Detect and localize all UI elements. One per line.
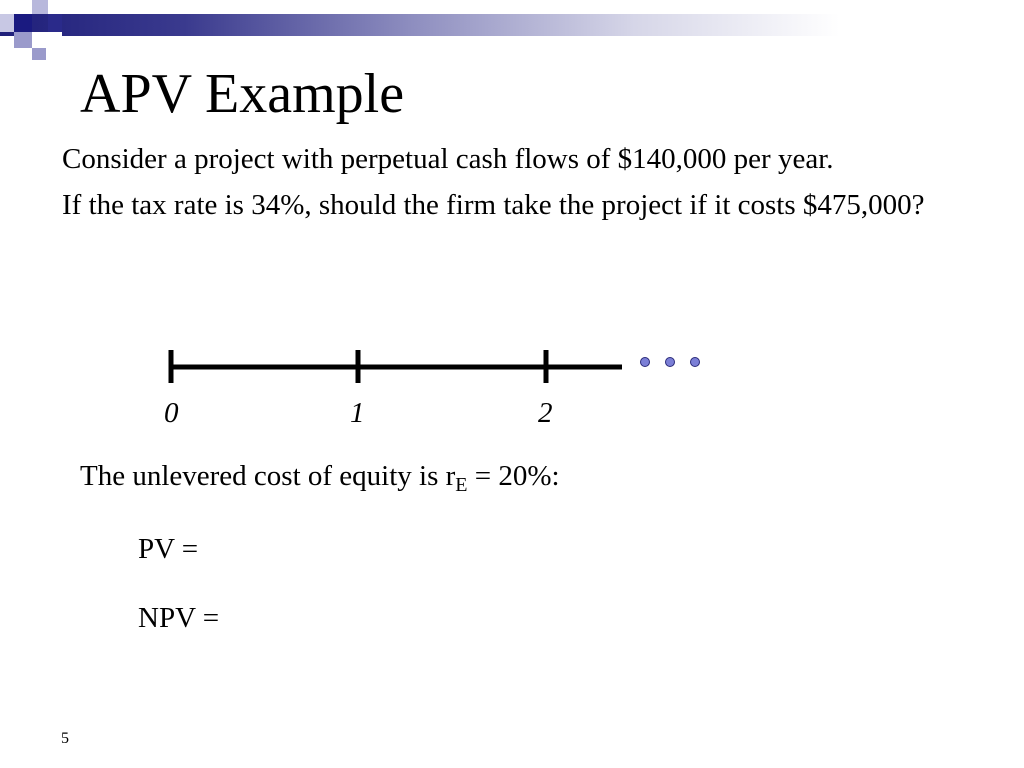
cost-of-equity-value: = 20%: (467, 460, 560, 492)
timeline-label-1: 1 (350, 397, 365, 429)
cost-of-equity-statement (80, 458, 560, 494)
page-number: 5 (61, 730, 69, 747)
pv-formula-label: PV = (138, 533, 199, 565)
problem-statement-line-1: Consider a project with perpetual cash flows of $140,000 per year. (62, 143, 834, 175)
cost-of-equity-subscript: E (455, 474, 468, 496)
problem-statement-line-2: If the tax rate is 34%, should the firm take the project if it costs $475,000? (62, 189, 925, 221)
timeline-label-2: 2 (538, 397, 553, 429)
slide-title: APV Example (80, 63, 405, 125)
cost-of-equity-text: The unlevered cost of equity is r (80, 460, 456, 492)
continuation-dot (666, 358, 675, 367)
continuation-dot (641, 358, 650, 367)
timeline-label-0: 0 (164, 397, 179, 429)
continuation-dot (691, 358, 700, 367)
npv-formula-label: NPV = (138, 602, 220, 634)
